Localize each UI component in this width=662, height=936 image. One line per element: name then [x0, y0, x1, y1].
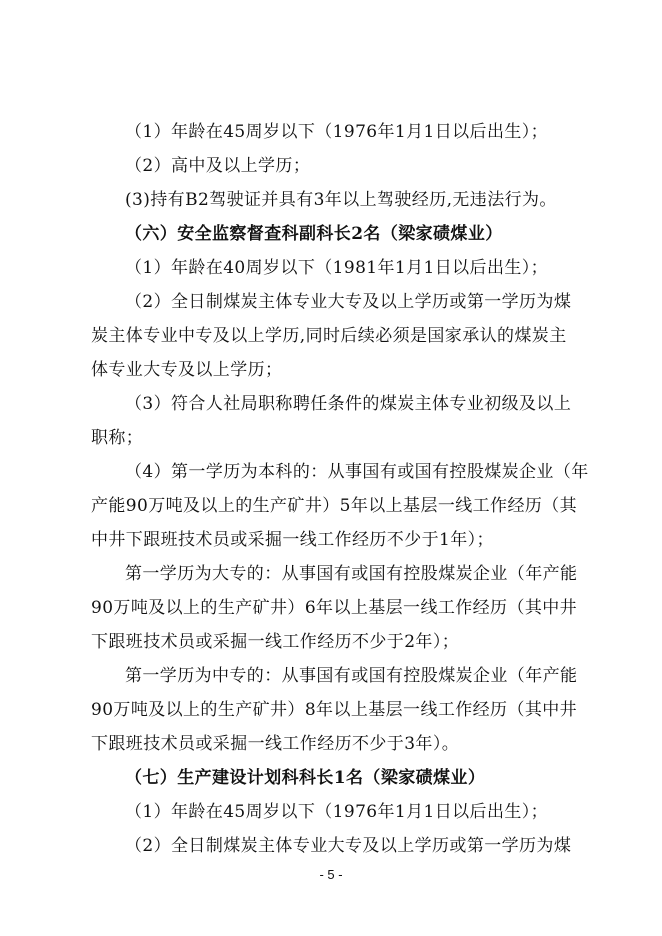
education-requirement-line: （2）全日制煤炭主体专业大专及以上学历或第一学历为煤: [125, 836, 572, 856]
title-requirement-line: （3）符合人社局职称聘任条件的煤炭主体专业初级及以上: [125, 394, 572, 414]
license-requirement-line: (3)持有B2驾驶证并具有3年以上驾驶经历,无违法行为。: [125, 190, 557, 210]
experience-requirement-line: 第一学历为大专的：从事国有或国有控股煤炭企业（年产能: [125, 564, 578, 584]
section-heading-six: （六）安全监察督查科副科长2名（梁家碛煤业）: [125, 224, 503, 244]
paragraph-line: 体专业大专及以上学历；: [91, 360, 283, 380]
experience-requirement-line: 第一学历为中专的：从事国有或国有控股煤炭企业（年产能: [125, 666, 578, 686]
paragraph-line: 职称；: [91, 428, 144, 448]
paragraph-line: 下跟班技术员或采掘一线工作经历不少于2年）；: [91, 632, 460, 652]
paragraph-line: 中井下跟班技术员或采掘一线工作经历不少于1年）；: [91, 530, 494, 550]
section-heading-seven: （七）生产建设计划科科长1名（梁家碛煤业）: [125, 768, 486, 788]
age-requirement-line: （1）年龄在45周岁以下（1976年1月1日以后出生）；: [125, 802, 549, 822]
paragraph-line: 90万吨及以上的生产矿井）8年以上基层一线工作经历（其中井: [91, 700, 578, 720]
paragraph-line: 产能90万吨及以上的生产矿井）5年以上基层一线工作经历（其: [91, 496, 578, 516]
age-requirement-line: （1）年龄在40周岁以下（1981年1月1日以后出生）；: [125, 258, 549, 278]
paragraph-line: 90万吨及以上的生产矿井）6年以上基层一线工作经历（其中井: [91, 598, 578, 618]
education-requirement-line: （2）全日制煤炭主体专业大专及以上学历或第一学历为煤: [125, 292, 572, 312]
age-requirement-line: （1）年龄在45周岁以下（1976年1月1日以后出生）；: [125, 122, 549, 142]
paragraph-line: 下跟班技术员或采掘一线工作经历不少于3年）。: [91, 734, 460, 754]
experience-requirement-line: （4）第一学历为本科的：从事国有或国有控股煤炭企业（年: [125, 462, 589, 482]
paragraph-line: 炭主体专业中专及以上学历,同时后续必须是国家承认的煤炭主: [91, 326, 567, 346]
page-number: - 5 -: [319, 867, 343, 882]
education-requirement-line: （2）高中及以上学历；: [125, 156, 311, 176]
